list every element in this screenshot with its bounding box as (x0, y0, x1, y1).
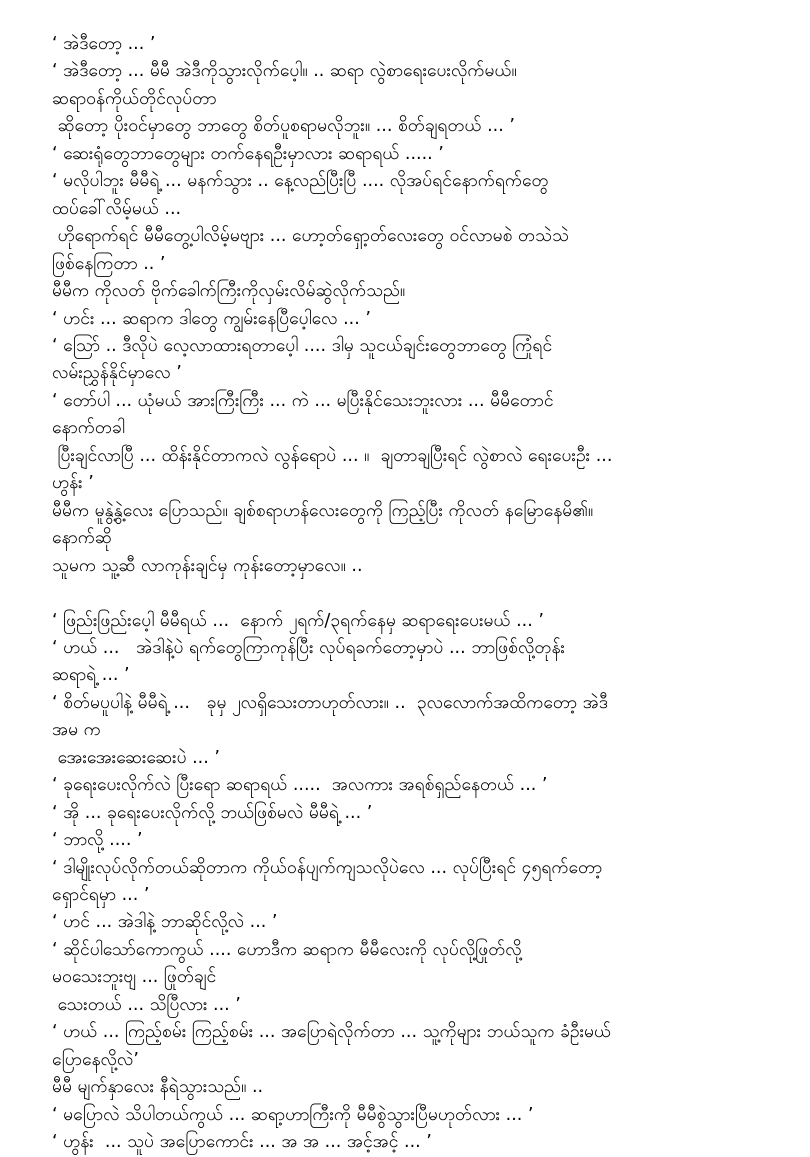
text-line-6: ‘ မလိုပါဘူး မီမီရဲ့ ... မနက်သွား .. နေ့လည်ပြီးပြီ .... လိုအပ်ရင်နောက်ရက်တွေ (52, 171, 549, 192)
text-line-38: ပြောနေလို့လဲ’ (52, 1049, 139, 1070)
text-line-5: ‘ ဆေးရုံတွေဘာတွေများ တက်နေရဦးမှာလား ဆရာရယ် ..... ’ (52, 143, 444, 164)
text-line-21 (52, 580, 780, 607)
text-line-10: မီမီက ကိုလတ် ဗိုက်ခေါက်ကြီးကိုလှမ်းလိမ်ဆွဲလိုက်သည်။ (52, 281, 406, 302)
text-line-35: မဝသေးဘူးဗျ ... ဖြုတ်ချင် (52, 967, 217, 988)
text-line-24: ဆရာရဲ့ ... ’ (52, 665, 130, 686)
text-line-15: နောက်တခါ (52, 418, 125, 439)
text-line-13: လမ်းညွှန်နိုင်မှာလေ ’ (52, 363, 182, 384)
text-line-25: ‘ စိတ်မပူပါနဲ့ မီမီရဲ့ ... ခုမှ ၂လရှိသေးတာဟုတ်လား။ .. ၃လလောက်အထိကတော့ အဲဒီ (52, 692, 608, 713)
text-line-16: ပြီးချင်လာပြီ ... ထိန်းနိုင်တာကလဲ လွန်ရောပဲ ... ။ ချတာချပြီးရင် လွဲစာလဲ ရေးပေးဦး ... (52, 445, 613, 466)
text-line-11: ‘ ဟင်း ... ဆရာက ဒါတွေ ကျွမ်းနေပြီပေ့ါလေ ... ’ (52, 308, 371, 329)
text-line-4: ဆိုတော့ ပိုးဝင်မှာတွေ ဘာတွေ စိတ်ပူစရာမလိုဘူး။ ... စိတ်ချရတယ် ... ’ (52, 116, 515, 137)
text-line-3: ဆရာဝန်ကိုယ်တိုင်လုပ်တာ (52, 88, 217, 109)
text-line-28: ‘ ခုရေးပေးလိုက်လဲ ပြီးရော ဆရာရယ် ..... အလကား အရစ်ရှည်နေတယ် ... ’ (52, 775, 548, 796)
text-line-1: ‘ အဲဒီတော့ ... ’ (52, 34, 156, 54)
text-line-2: ‘ အဲဒီတော့ ... မီမီ အဲဒီကိုသွားလိုက်ပေ့ါ။ .. ဆရာ လွဲစာရေးပေးလိုက်မယ်။ (52, 61, 517, 82)
text-line-7: ထပ်ခေါ်လိမ့်မယ် ... (52, 198, 182, 219)
text-line-26: အမ က (52, 720, 101, 741)
text-line-27: အေးအေးဆေးဆေးပဲ ... ’ (52, 747, 220, 768)
text-line-12: ‘ သြော် .. ဒီလိုပဲ လေ့လာထားရတာပေ့ါ .... ဒါမှ သူငယ်ချင်းတွေဘာတွေ ကြုံရင် (52, 335, 553, 356)
text-line-41: ‘ ဟွန်း ... သူပဲ အပြောကောင်း ... အ အ ... အင့်အင့် ... ’ (52, 1132, 432, 1153)
text-line-8: ဟိုရောက်ရင် မီမီတွေ့ပါလိမ့်မဗျား ... ဟော့တ်ရှော့တ်လေးတွေ ဝင်လာမစဲ တသဲသဲ (52, 226, 569, 247)
text-line-40: ‘ မပြောလဲ သိပါတယ်ကွယ် ... ဆရာ့ဟာကြီးကို မီမီစွဲသွားပြီမဟုတ်လား ... ’ (52, 1104, 534, 1125)
text-line-37: ‘ ဟယ် ... ကြည့်စမ်း ကြည့်စမ်း ... အပြောရဲလိုက်တာ ... သူ့ကိုများ ဘယ်သူက ခံဦးမယ် (52, 1022, 612, 1043)
text-line-20: သူမက သူ့ဆီ လာကုန်းချင်မှ ကုန်းတော့မှာလေ။ .. (52, 555, 363, 576)
text-line-30: ‘ ဘာလို့ .... ’ (52, 830, 143, 851)
text-line-33: ‘ ဟင် ... အဲဒါနဲ့ ဘာဆိုင်လို့လဲ ... ’ (52, 912, 278, 933)
text-line-9: ဖြစ်နေကြတာ .. ’ (52, 253, 166, 274)
text-line-39: မီမီ မျက်နှာလေး နီရဲသွားသည်။ .. (52, 1077, 264, 1098)
text-line-36: သေးတယ် ... သိပြီလား ... ’ (52, 994, 241, 1015)
story-text (52, 31, 780, 1157)
text-line-31: ‘ ဒါမျိုးလုပ်လိုက်တယ်ဆိုတာက ကိုယ်ဝန်ပျက်ကျသလိုပဲလေ ... လုပ်ပြီးရင် ၄၅ရက်တော့ (52, 857, 603, 878)
text-line-17: ဟွန်း ’ (52, 473, 94, 494)
text-line-18: မီမီက မူနွဲ့နွဲ့လေး ပြောသည်။ ချစ်စရာဟန်လေးတွေကို ကြည့်ပြီး ကိုလတ် နမြောနေမိ၏။ (52, 500, 594, 521)
text-line-14: ‘ တော်ပါ ... ယုံမယ် အားကြီးကြီး ... ကဲ ... မပြီးနိုင်သေးဘူးလား ... မီမီတောင် (52, 390, 554, 411)
text-line-34: ‘ ဆိုင်ပါသော်ကောကွယ် .... ဟောဒီက ဆရာက မီမီလေးကို လုပ်လို့ဖြုတ်လို့ (52, 939, 522, 960)
text-line-22: ‘ ဖြည်းဖြည်းပေ့ါ မီမီရယ် ... နောက် ၂ရက်/၃ရက်နေမှ ဆရာရေးပေးမယ် ... ’ (52, 610, 544, 631)
text-line-19: နောက်ဆို (52, 528, 112, 549)
text-line-29: ‘ အို ... ခုရေးပေးလိုက်လို့ ဘယ်ဖြစ်မလဲ မီမီရဲ့ ... ’ (52, 802, 373, 823)
text-line-23: ‘ ဟယ် ... အဲဒါနဲ့ပဲ ရက်တွေကြာကုန်ပြီး လုပ်ရခက်တော့မှာပဲ ... ဘာဖြစ်လို့တုန်း (52, 637, 565, 658)
text-line-32: ရှောင်ရမှာ ... ’ (52, 885, 150, 906)
